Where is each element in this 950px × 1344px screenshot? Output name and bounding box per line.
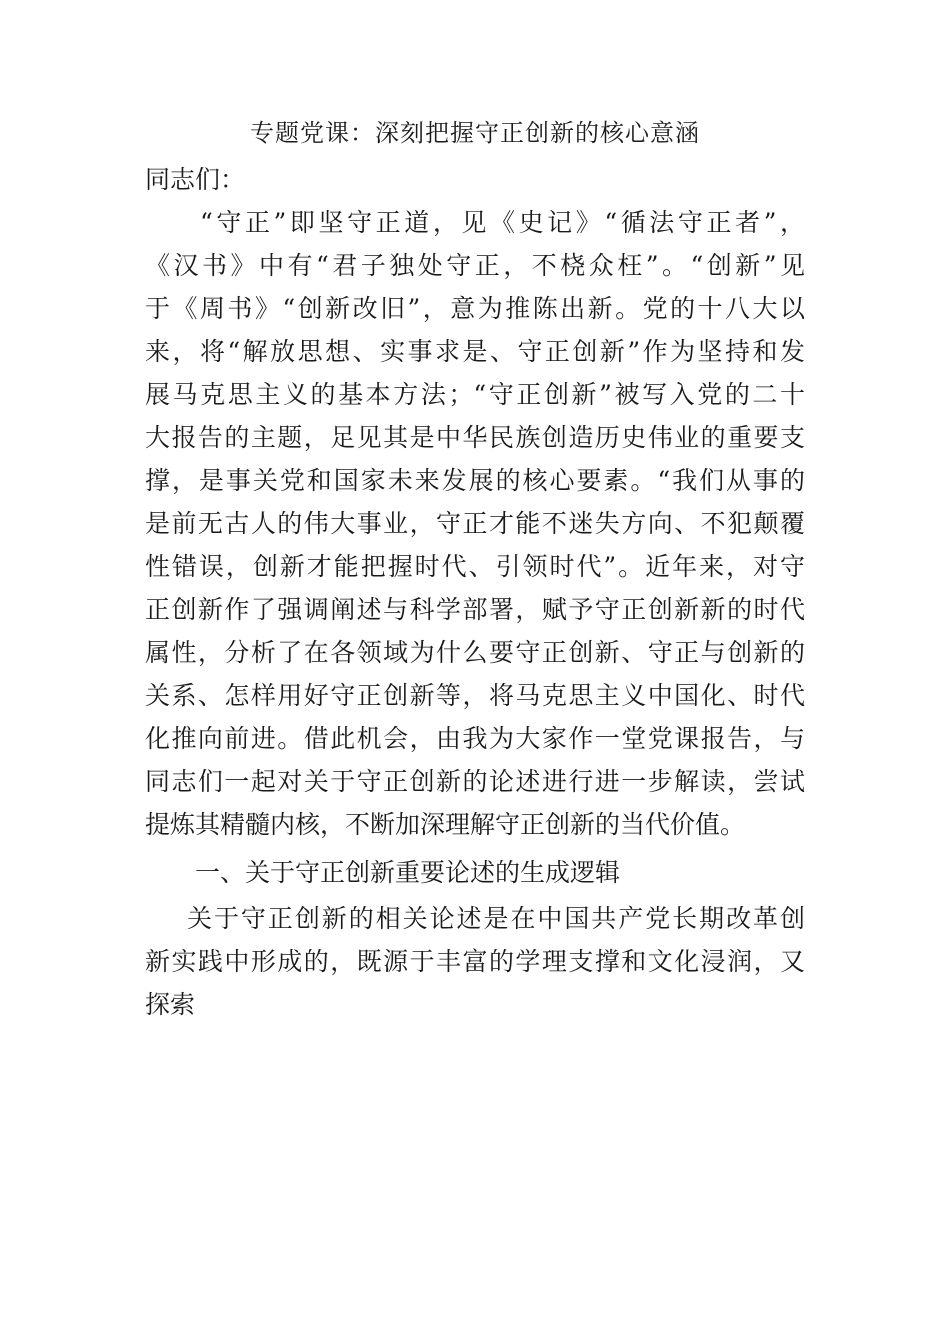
paragraph-line: 提炼其精髓内核，不断加深理解守正创新的当代价值。 <box>145 810 746 839</box>
paragraph-line: 展马克思主义的基本方法；“守正创新”被写入党的二十 <box>145 380 805 409</box>
paragraph-line: 性错误，创新才能把握时代、引领时代”。近年来，对守 <box>145 552 805 581</box>
paragraph-line: 关系、怎样用好守正创新等，将马克思主义中国化、时代 <box>145 681 805 710</box>
paragraph-line: 新实践中形成的，既源于丰富的学理支撑和文化浸润，又 <box>145 947 805 976</box>
paragraph-line: 正创新作了强调阐述与科学部署，赋予守正创新新的时代 <box>145 595 805 624</box>
page-title: 专题党课：深刻把握守正创新的核心意涵 <box>250 119 700 147</box>
paragraph-line: 来，将“解放思想、实事求是、守正创新”作为坚持和发 <box>145 337 805 366</box>
paragraph-line: 于《周书》“创新改旧”，意为推陈出新。党的十八大以 <box>145 294 805 323</box>
paragraph-line: 化推向前进。借此机会，由我为大家作一堂党课报告，与 <box>145 724 805 753</box>
section-heading: 一、关于守正创新重要论述的生成逻辑 <box>195 858 621 887</box>
paragraph-line: 关于守正创新的相关论述是在中国共产党长期改革创 <box>187 904 805 933</box>
paragraph-line: 探索 <box>145 990 196 1019</box>
paragraph-line: “守正”即坚守正道，见《史记》“循法守正者”， <box>200 208 805 237</box>
paragraph-line: 撑，是事关党和国家未来发展的核心要素。“我们从事的 <box>145 466 805 495</box>
paragraph-line: 是前无古人的伟大事业，守正才能不迷失方向、不犯颠覆 <box>145 509 805 538</box>
paragraph-line: 同志们一起对关于守正创新的论述进行进一步解读，尝试 <box>145 767 805 796</box>
salutation: 同志们： <box>145 165 246 194</box>
paragraph-line: 《汉书》中有“君子独处守正，不桡众枉”。“创新”见 <box>145 251 805 280</box>
paragraph-line: 大报告的主题，足见其是中华民族创造历史伟业的重要支 <box>145 423 805 452</box>
paragraph-line: 属性，分析了在各领域为什么要守正创新、守正与创新的 <box>145 638 805 667</box>
